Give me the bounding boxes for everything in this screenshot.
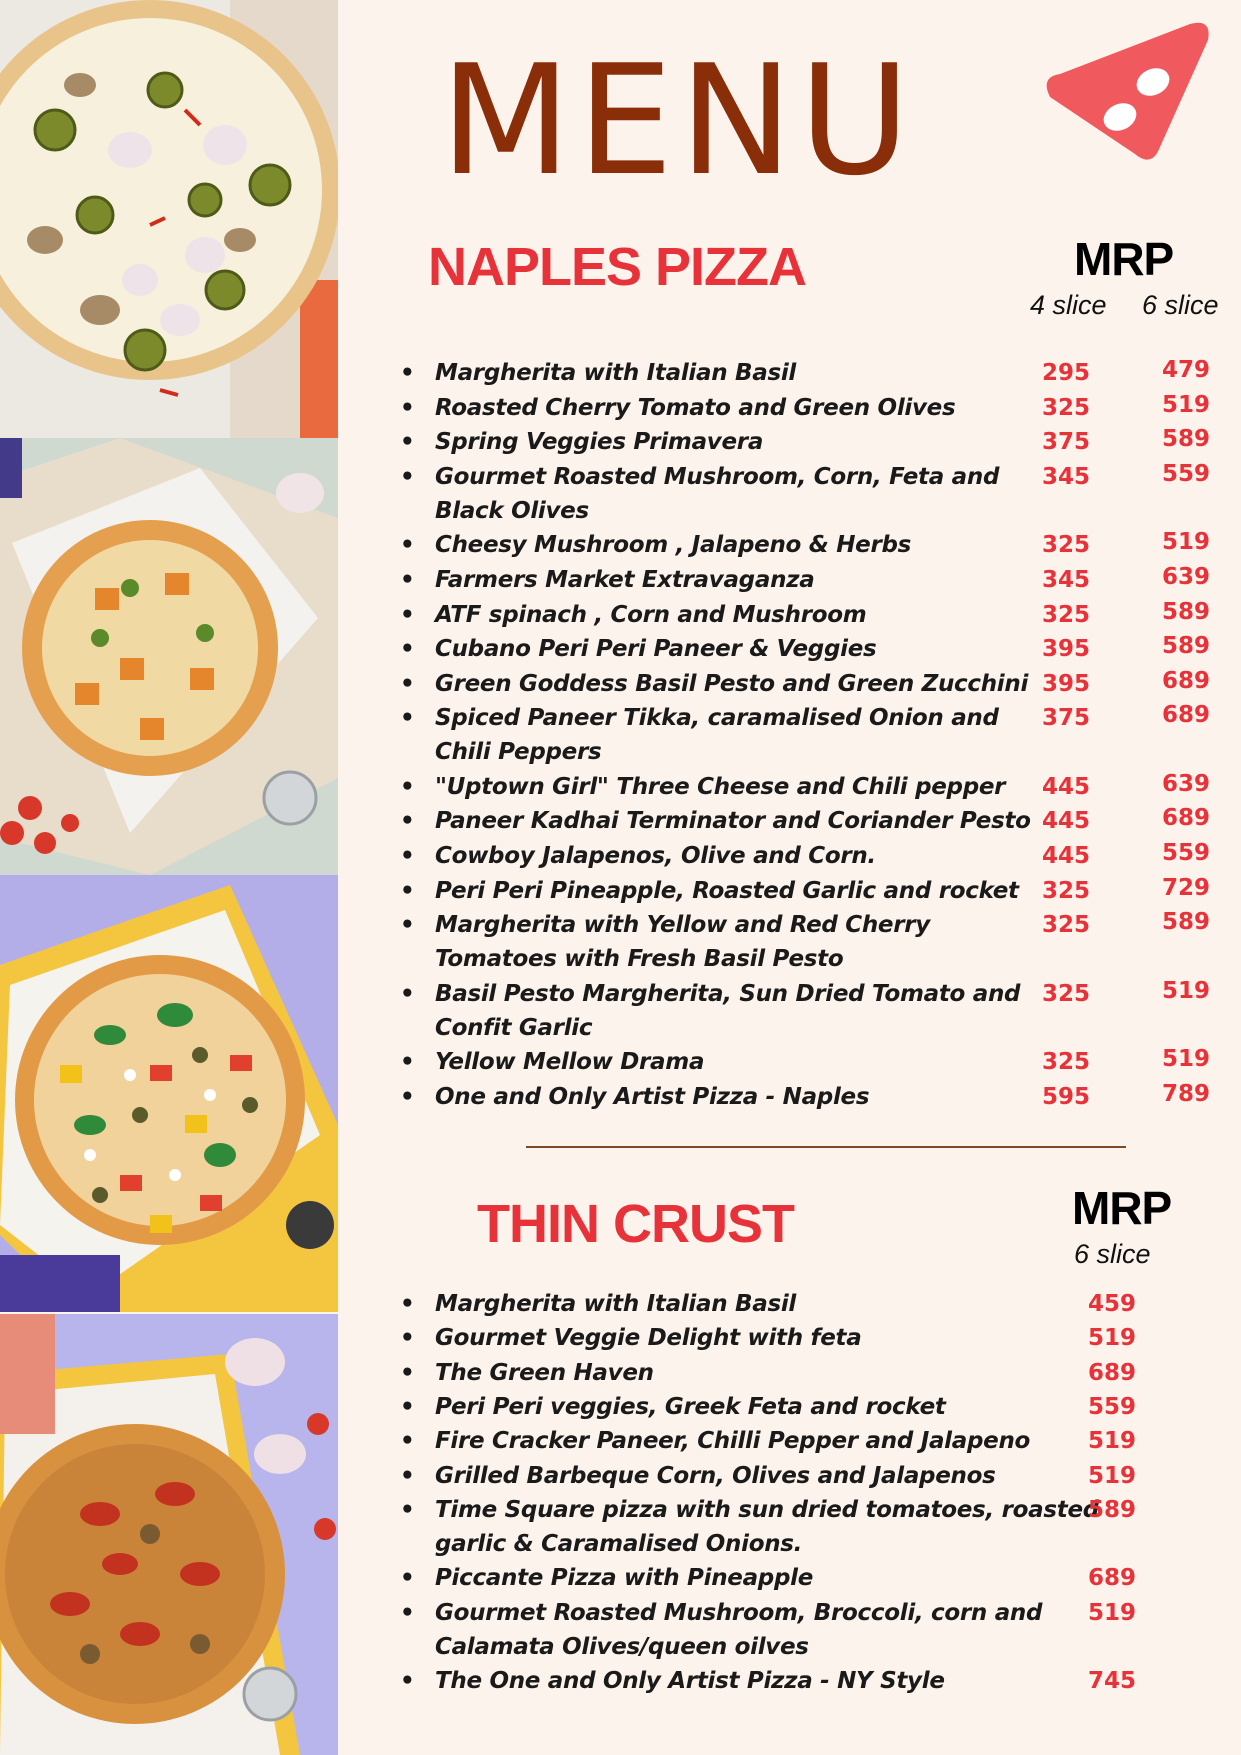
bullet-icon: • (400, 705, 415, 732)
price-6-slice: 745 (1088, 1668, 1137, 1695)
price-4-slice: 445 (1042, 843, 1091, 869)
bullet-icon: • (400, 1083, 415, 1110)
price-6-slice: 589 (1088, 1496, 1137, 1523)
bullet-icon: • (400, 1359, 415, 1386)
price-6-slice: 519 (1162, 529, 1211, 556)
price-4-slice: 395 (1042, 636, 1091, 663)
price-4-slice: 445 (1042, 808, 1091, 835)
bullet-icon: • (400, 773, 415, 800)
price-4-slice: 325 (1042, 912, 1091, 939)
price-4-slice: 375 (1042, 705, 1091, 732)
menu-item-name: Paneer Kadhai Terminator and Coriander Pesto (435, 808, 1031, 835)
pizza-photo-sundried (0, 1314, 338, 1755)
price-6-slice: 689 (1162, 702, 1211, 729)
menu-item-name: Gourmet Roasted Mushroom, Corn, Feta and (435, 463, 1000, 490)
price-4-slice: 325 (1042, 532, 1091, 559)
price-4-slice: 295 (1042, 360, 1091, 386)
menu-item-name: Gourmet Veggie Delight with feta (435, 1325, 862, 1352)
bullet-icon: • (400, 1565, 415, 1592)
price-6-slice: 519 (1162, 977, 1211, 1004)
photo-column (0, 0, 338, 1755)
price-4-slice: 325 (1042, 1049, 1091, 1076)
bullet-icon: • (400, 429, 415, 456)
price-4-slice: 325 (1042, 877, 1091, 904)
price-6-slice: 729 (1162, 874, 1211, 901)
price-6-slice: 519 (1088, 1325, 1137, 1352)
price-4-slice: 345 (1042, 463, 1091, 490)
thin-mrp-label: MRP (1072, 1182, 1172, 1234)
price-6-slice: 519 (1162, 1046, 1211, 1073)
pizza-slice-icon (1040, 22, 1220, 172)
menu-item-name: Margherita with Italian Basil (435, 1291, 796, 1317)
price-6-slice: 789 (1162, 1080, 1211, 1107)
price-6-slice: 519 (1162, 391, 1211, 418)
menu-item-name: ATF spinach , Corn and Mushroom (435, 601, 867, 628)
price-4-slice: 375 (1042, 429, 1091, 456)
menu-item-name-line2: garlic & Caramalised Onions. (435, 1530, 803, 1557)
section-title-thin-crust: THIN CRUST (477, 1194, 794, 1254)
price-6-slice: 519 (1088, 1462, 1137, 1489)
price-6-slice: 479 (1162, 357, 1211, 383)
menu-item-name: The One and Only Artist Pizza - NY Style (435, 1668, 945, 1695)
menu-item-name: Green Goddess Basil Pesto and Green Zucchini (435, 670, 1029, 697)
price-4-slice: 595 (1042, 1083, 1091, 1110)
menu-item-name: Piccante Pizza with Pineapple (435, 1565, 813, 1592)
bullet-icon: • (400, 670, 415, 697)
bullet-icon: • (400, 1599, 415, 1626)
page-title: MENU (440, 32, 917, 209)
menu-item-name-line2: Black Olives (435, 497, 589, 524)
menu-item-name: Peri Peri Pineapple, Roasted Garlic and rocket (435, 877, 1019, 904)
price-6-slice: 519 (1088, 1428, 1137, 1455)
menu-item-name: Basil Pesto Margherita, Sun Dried Tomato and (435, 980, 1021, 1007)
bullet-icon: • (400, 1462, 415, 1489)
menu-item-name: Cowboy Jalapenos, Olive and Corn. (435, 843, 876, 869)
price-6-slice: 589 (1162, 426, 1211, 453)
price-4-slice: 445 (1042, 773, 1091, 800)
price-6-slice: 559 (1162, 460, 1211, 487)
price-6-slice: 589 (1162, 633, 1211, 660)
menu-item-name: Roasted Cherry Tomato and Green Olives (435, 394, 956, 421)
menu-item-name: Spiced Paneer Tikka, caramalised Onion and (435, 705, 999, 732)
menu-item-name-line2: Tomatoes with Fresh Basil Pesto (435, 946, 844, 973)
bullet-icon: • (400, 394, 415, 421)
menu-item-name-line2: Chili Peppers (435, 739, 602, 766)
price-4-slice: 325 (1042, 980, 1091, 1007)
price-6-slice: 459 (1088, 1291, 1137, 1317)
price-6-slice: 559 (1162, 840, 1211, 866)
bullet-icon: • (400, 980, 415, 1007)
bullet-icon: • (400, 1393, 415, 1420)
price-4-slice: 395 (1042, 670, 1091, 697)
menu-item-name: Cubano Peri Peri Paneer & Veggies (435, 636, 877, 663)
price-6-slice: 689 (1162, 667, 1211, 694)
pizza-photo-jalapeno (0, 0, 338, 438)
bullet-icon: • (400, 1428, 415, 1455)
bullet-icon: • (400, 1325, 415, 1352)
menu-item-name: Grilled Barbeque Corn, Olives and Jalapenos (435, 1462, 996, 1489)
pizza-photo-veggie (0, 875, 338, 1312)
menu-item-name: Margherita with Italian Basil (435, 360, 796, 386)
price-6-slice: 519 (1088, 1599, 1137, 1626)
menu-item-name: Peri Peri veggies, Greek Feta and rocket (435, 1393, 946, 1420)
price-6-slice: 689 (1162, 805, 1211, 832)
price-6-slice: 589 (1162, 909, 1211, 936)
thin-col-6slice: 6 slice (1074, 1239, 1151, 1269)
naples-col-6slice: 6 slice (1142, 290, 1219, 320)
bullet-icon: • (400, 360, 415, 386)
bullet-icon: • (400, 463, 415, 490)
menu-item-name: Farmers Market Extravaganza (435, 566, 815, 593)
menu-item-name: One and Only Artist Pizza - Naples (435, 1083, 870, 1110)
naples-col-4slice: 4 slice (1030, 290, 1107, 320)
menu-item-name: Margherita with Yellow and Red Cherry (435, 912, 930, 939)
price-4-slice: 325 (1042, 394, 1091, 421)
menu-item-name-line2: Confit Garlic (435, 1014, 593, 1041)
bullet-icon: • (400, 601, 415, 628)
pizza-photo-paneer (0, 438, 338, 875)
menu-item-name: Time Square pizza with sun dried tomatoes, roasted (435, 1496, 1099, 1523)
menu-item-name: Spring Veggies Primavera (435, 429, 764, 456)
bullet-icon: • (400, 566, 415, 593)
price-6-slice: 689 (1088, 1359, 1137, 1386)
menu-item-name: Cheesy Mushroom , Jalapeno & Herbs (435, 532, 912, 559)
bullet-icon: • (400, 877, 415, 904)
bullet-icon: • (400, 912, 415, 939)
price-4-slice: 345 (1042, 566, 1091, 593)
menu-item-name: The Green Haven (435, 1359, 654, 1386)
menu-item-name: "Uptown Girl" Three Cheese and Chili pepper (435, 773, 1006, 800)
price-6-slice: 589 (1162, 598, 1211, 625)
menu-item-name: Yellow Mellow Drama (435, 1049, 705, 1076)
price-6-slice: 639 (1162, 563, 1211, 590)
price-6-slice: 689 (1088, 1565, 1137, 1592)
bullet-icon: • (400, 843, 415, 869)
bullet-icon: • (400, 1496, 415, 1523)
bullet-icon: • (400, 1049, 415, 1076)
price-6-slice: 639 (1162, 770, 1211, 797)
menu-item-name: Gourmet Roasted Mushroom, Broccoli, corn and (435, 1599, 1043, 1626)
price-6-slice: 559 (1088, 1393, 1137, 1420)
bullet-icon: • (400, 532, 415, 559)
section-divider (526, 1146, 1126, 1148)
bullet-icon: • (400, 636, 415, 663)
price-4-slice: 325 (1042, 601, 1091, 628)
section-title-naples: NAPLES PIZZA (428, 237, 807, 297)
bullet-icon: • (400, 1668, 415, 1695)
naples-mrp-label: MRP (1074, 233, 1174, 285)
menu-item-name-line2: Calamata Olives/queen oilves (435, 1633, 809, 1660)
bullet-icon: • (400, 808, 415, 835)
menu-item-name: Fire Cracker Paneer, Chilli Pepper and Jalapeno (435, 1428, 1031, 1455)
bullet-icon: • (400, 1291, 415, 1317)
